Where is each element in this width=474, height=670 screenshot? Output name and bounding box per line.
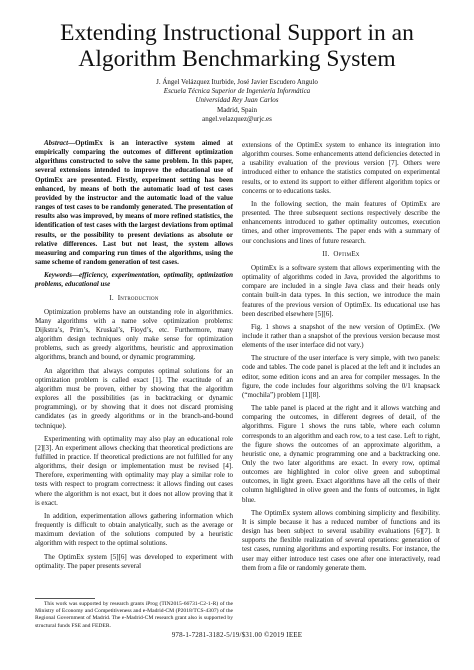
author-city: Madrid, Spain — [216, 105, 258, 114]
paragraph: In addition, experimentation allows gathering information which frequently is difficult to obtain analytically, such as the average or maximum deviation of the solutions computed by a heuristic algorithm with respect to the optimal solutions. — [35, 511, 233, 548]
paragraph: The table panel is placed at the right and it allows watching and comparing the outcomes, in different degrees of detail, of the algorithms. Figure 1 shows the runs table, where each column corresponds to an algorithm and each row, to a test case. Left to right, the figure shows the outcomes of an approximate algorithm, a heuristic one, a dynamic programming one and a backtracking one. Only the two later algorithms are exact. In every row, optimal outcomes are highlighted in color olive green and suboptimal outcomes, in light green. Exact algorithms have all the cells of their column highlighted in olive green and the fonts of outcomes, in light blue. — [242, 404, 440, 504]
section-title: Introduction — [117, 293, 159, 302]
section-title: OptimEx — [333, 249, 360, 258]
author-school: Escuela Técnica Superior de Ingeniería Informática — [163, 87, 311, 96]
section-number: II. — [322, 249, 330, 258]
right-column — [242, 141, 440, 577]
paragraph: The OptimEx system allows combining simplicity and flexibility. It is simple because it has a reduced number of functions and its design has been subject to several usability evaluations [6][7]. It supports the flexible realization of several operations: generation of test cases, running algorithms and exporting results. For instance, the user may either introduce test cases one after one interactively, read them from a file or randomly generate them. — [242, 508, 440, 572]
abstract-lead: Abstract — [44, 139, 69, 147]
keywords: Keywords—efficiency, experimentation, optimality, optimization problems, educational use — [35, 271, 233, 289]
abstract-text: —OptimEx is an interactive system aimed at empirically comparing the outcomes of different optimization algorithms constructed to solve the same problem. In this paper, several extensions intended to improve the educational use of OptimEx are presented. Firstly, experiment setting has been enhanced, by means of both the automatic load of test cases provided by the instructor and the automatic load of the value ranges of test cases to be randomly generated. The presentation of results also was improved, by means of more refined statistics, the identification of test cases with the largest deviations from optimal results, or the possibility to present deviations as absolute or relative differences. Last but not least, the system allows measuring and comparing run times of the algorithms, using the same scheme of random generation of test cases. — [35, 139, 233, 267]
section-heading-introduction — [35, 294, 233, 303]
paragraph: Experimenting with optimality may also play an educational role [2][3]. An experiment allows checking that theoretical predictions are fulfilled in practice. If theoretical predictions are not fulfilled for any algorithms, their design or implementation must be revised [4]. Therefore, experimenting with optimality may play a similar role to tests with respect to program correctness: it allows finding out cases where the algorithm is not exact, but it does not allow proving that it is exact. — [35, 434, 233, 507]
paragraph: The OptimEx system [5][6] was developed to experiment with optimality. The paper presents several — [35, 552, 233, 570]
section-heading-optimex — [242, 250, 440, 259]
paragraph: An algorithm that always computes optimal solutions for an optimization problem is called exact [1]. The exactitude of an algorithm must be proven, either by showing that the algorithm explores all the possibilities (as in backtracking or dynamic programming), or by showing that it does not discard promising candidates (as in greedy algorithms or in the branch-and-bound technique). — [35, 366, 233, 430]
author-names: J. Ángel Velázquez Iturbide, José Javier Escudero Angulo — [156, 78, 318, 86]
paragraph: Optimization problems have an outstanding role in algorithmics. Many algorithms with a name solve optimization problems: Dijkstra’s, Prim’s, Kruskal’s, Floyd’s, etc. Furthermore, many algorithm design techniques only make sense for optimization problems, such as greedy algorithms, heuristic and approximation algorithms, branch and bound, or dynamic programming. — [35, 307, 233, 362]
paragraph: OptimEx is a software system that allows experimenting with the optimality of algorithms coded in Java, provided the algorithms to compare are included in a single Java class and their heads only contain built-in data types. In this section, we introduce the main features of the previous version of OptimEx. Its educational use has been described elsewhere [5][6]. — [242, 263, 440, 318]
left-column — [35, 139, 233, 575]
author-block — [40, 78, 434, 124]
author-email: angel.velazquez@urjc.es — [202, 114, 272, 123]
paper-title: Extending Instructional Support in an Algorithm Benchmarking System — [60, 20, 414, 72]
section-number: I. — [109, 293, 114, 302]
author-university: Universidad Rey Juan Carlos — [195, 96, 279, 105]
funding-footnote: This work was supported by research grants iProg (TIN2015-66731-C2-1-R) of the Ministry of Economy and Competitiveness and e-Madrid-CM (P2018/TCS-4307) of the Regional Government of Madrid. The e-Madrid-CM research grant also is supported by structural funds FSE and FEDER. — [35, 601, 233, 629]
paragraph: The structure of the user interface is very simple, with two panels: code and tables. The code panel is placed at the left and it includes an editor, some edition icons and an area for compiler messages. In the figure, the code includes four algorithms solving the 0/1 knapsack (“mochila”) problem [1][8]. — [242, 354, 440, 399]
footnote-divider — [35, 598, 95, 599]
abstract — [35, 139, 233, 267]
copyright-line: 978-1-7281-3182-5/19/$31.00 ©2019 IEEE — [171, 631, 303, 639]
paragraph: In the following section, the main features of OptimEx are presented. The three subsequent sections respectively describe the enhancements introduced to gather optimality outcomes, execution times, and other improvements. The paper ends with a summary of our conclusions and lines of future research. — [242, 199, 440, 245]
paragraph: extensions of the OptimEx system to enhance its integration into algorithm courses. Some enhancements attend deficiencies detected in a usability evaluation of the previous version [7]. Others were introduced either to enhance the statistics computed on experimental results, or to extend its support to either different algorithm topics or concerns or to educations tasks. — [242, 141, 440, 195]
paragraph: Fig. 1 shows a snapshot of the new version of OptimEx. (We include it rather than a snapshot of the previous version because most elements of the user interface did not vary.) — [242, 322, 440, 350]
